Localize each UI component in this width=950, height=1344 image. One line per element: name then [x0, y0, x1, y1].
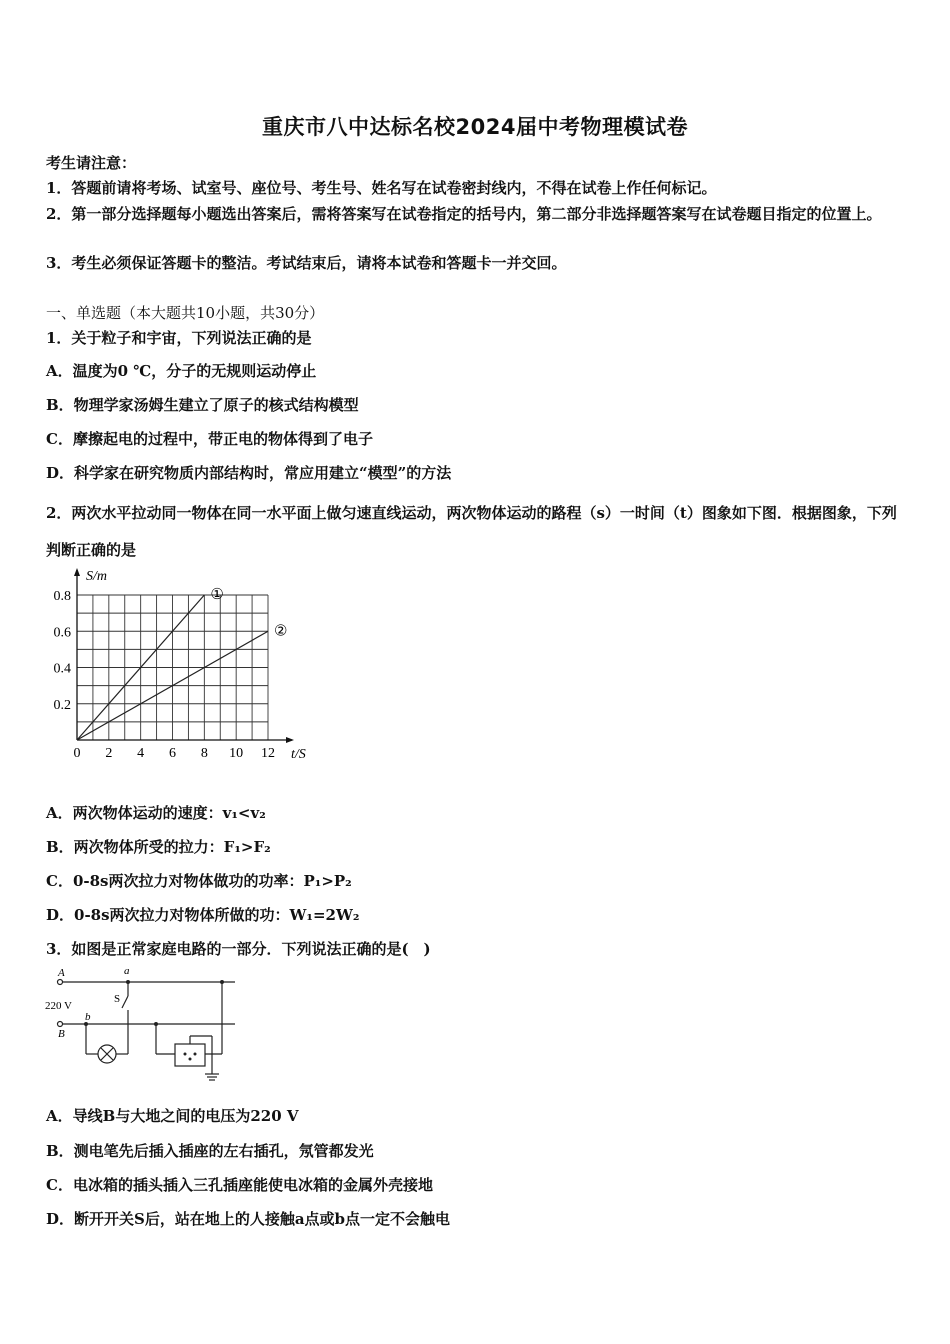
q2-option-d: D．0-8s两次拉力对物体所做的功：W₁=2W₂ [46, 906, 360, 924]
q1-option-c: C．摩擦起电的过程中，带正电的物体得到了电子 [46, 430, 373, 448]
household-circuit [40, 964, 250, 1084]
page-title: 重庆市八中达标名校2024届中考物理模试卷 [262, 115, 688, 139]
notice-item: 1．答题前请将考场、试室号、座位号、考生号、姓名写在试卷密封线内，不得在试卷上作任何标记。 [46, 179, 717, 197]
s-t-graph [40, 560, 330, 770]
label-point-a: a [124, 965, 130, 977]
socket-icon [175, 1044, 205, 1066]
terminal-b [58, 1022, 63, 1027]
label-b-terminal: B [58, 1028, 65, 1040]
question-1-stem: 1．关于粒子和宇宙，下列说法正确的是 [46, 329, 312, 347]
q3-option-b: B．测电笔先后插入插座的左右插孔，氖管都发光 [46, 1142, 374, 1160]
notice-item: 2．第一部分选择题每小题选出答案后，需将答案写在试卷指定的括号内，第二部分非选择题答案写在试卷题目指定的位置上。 [46, 205, 882, 223]
chart-grid [77, 595, 268, 740]
x-tick-label: 2 [105, 746, 113, 761]
q2-option-b: B．两次物体所受的拉力：F₁>F₂ [46, 838, 271, 856]
label-a-terminal: A [58, 967, 65, 979]
chart-ticks [54, 589, 276, 761]
notice-heading: 考生请注意： [46, 154, 137, 172]
q3-option-a: A．导线B与大地之间的电压为220 V [46, 1107, 299, 1125]
series-label: ① [210, 587, 224, 603]
q1-option-a: A．温度为0 ℃，分子的无规则运动停止 [46, 362, 317, 380]
series-label: ② [274, 623, 288, 640]
y-tick-label: 0.8 [53, 589, 71, 604]
label-switch: S [114, 993, 121, 1005]
q3-option-d: D．断开开关S后，站在地上的人接触a点或b点一定不会触电 [46, 1210, 451, 1228]
x-axis-label: t/S [291, 747, 306, 762]
q3-option-c: C．电冰箱的插头插入三孔插座能使电冰箱的金属外壳接地 [46, 1176, 433, 1194]
q2-option-c: C．0-8s两次拉力对物体做功的功率：P₁>P₂ [46, 872, 352, 890]
y-axis-arrow [74, 568, 80, 576]
x-tick-label: 12 [261, 746, 275, 761]
x-tick-label: 4 [137, 746, 145, 761]
notice-item: 3．考生必须保证答题卡的整洁。考试结束后，请将本试卷和答题卡一并交回。 [46, 254, 567, 272]
voltage-label: 220 V [45, 1000, 72, 1012]
q2-option-a: A．两次物体运动的速度：v₁<v₂ [46, 804, 266, 822]
terminal-a [58, 980, 63, 985]
y-axis-label: S/m [86, 569, 107, 584]
question-2-stem: 2．两次水平拉动同一物体在同一水平面上做匀速直线运动，两次物体运动的路程（s）一时间（t）图象如下图．根据图象，下列判断正确的是 [46, 504, 897, 559]
switch-s [122, 996, 128, 1008]
x-axis-arrow [286, 737, 294, 743]
chart-axes [74, 568, 294, 743]
y-tick-label: 0.2 [53, 697, 71, 713]
y-tick-label: 0.6 [53, 625, 71, 641]
q1-option-d: D．科学家在研究物质内部结构时，常应用建立“模型”的方法 [46, 464, 452, 482]
x-tick-label: 0 [73, 746, 81, 761]
q1-option-b: B．物理学家汤姆生建立了原子的核式结构模型 [46, 396, 359, 414]
y-tick-label: 0.4 [53, 661, 71, 677]
x-tick-label: 8 [200, 746, 208, 761]
x-tick-label: 6 [169, 746, 176, 761]
question-3-stem: 3．如图是正常家庭电路的一部分．下列说法正确的是( ) [46, 940, 431, 958]
label-point-b: b [85, 1011, 91, 1023]
x-tick-label: 10 [229, 746, 244, 761]
section-heading: 一、单选题（本大题共10小题，共30分） [46, 304, 325, 322]
